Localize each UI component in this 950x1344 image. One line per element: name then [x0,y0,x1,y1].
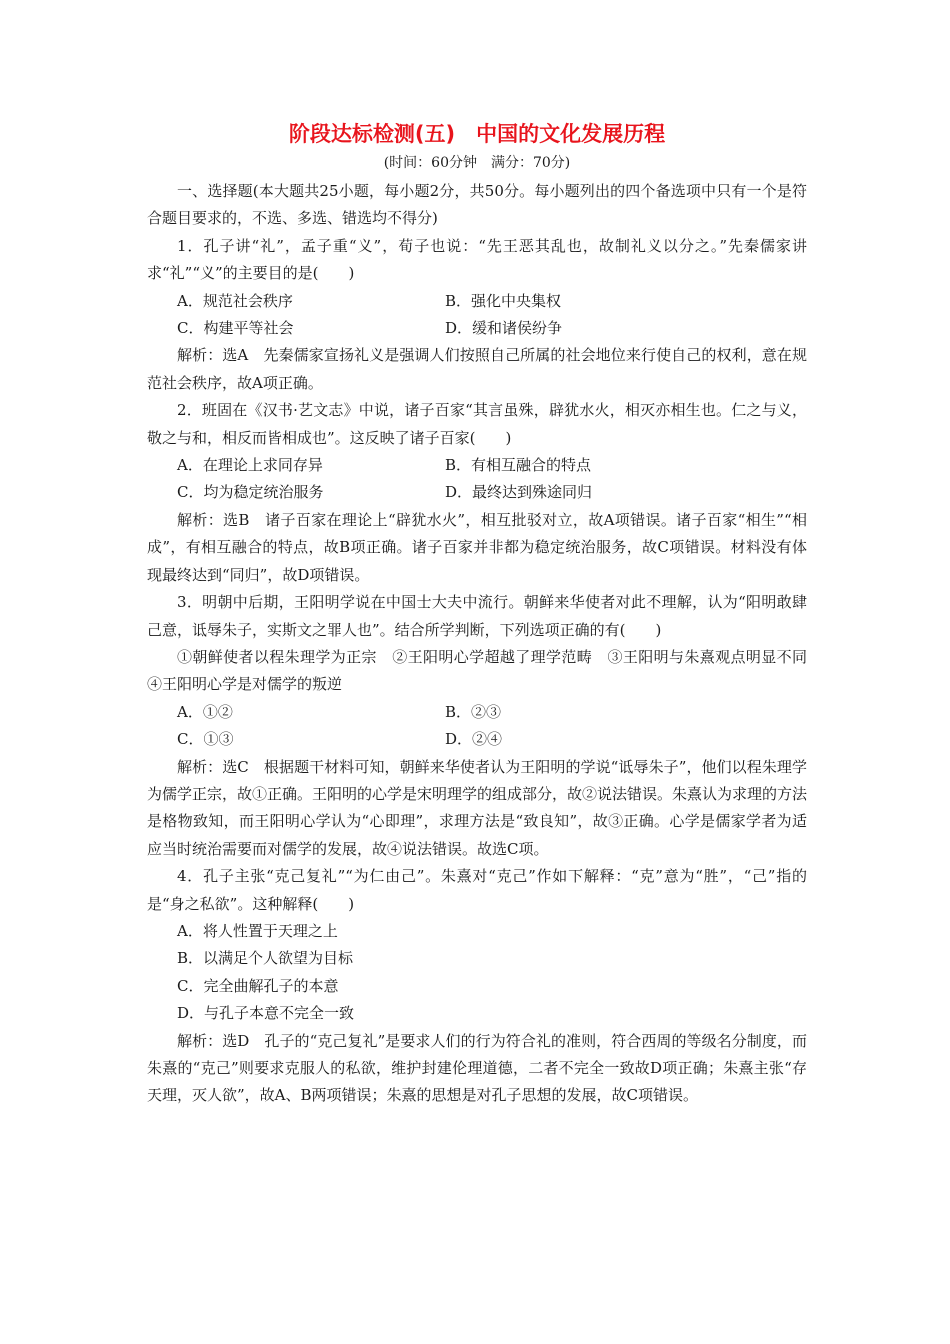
option-c: C．均为稳定统治服务 [177,483,324,502]
option-c: C．完全曲解孔子的本意 [177,976,339,995]
question-2-stem: 2．班固在《汉书·艺文志》中说，诸子百家“其言虽殊，辟犹水火，相灭亦相生也。仁之与义，敬之与和，相反而皆相成也”。这反映了诸子百家( ) [147,401,807,447]
option-b: B．有相互融合的特点 [445,456,592,475]
option-c: C．①③ [177,730,234,749]
option-a: A．①② [177,702,233,721]
option-d: D．最终达到殊途同归 [445,483,593,502]
document-body [147,118,823,1110]
question-3-options [147,699,807,754]
question-2-options [147,452,807,507]
question-4-options [147,918,807,1028]
option-c: C．构建平等社会 [177,319,294,338]
question-2-analysis: 解析：选B 诸子百家在理论上“辟犹水火”，相互批驳对立，故A项错误。诸子百家“相生”“相成”，有相互融合的特点，故B项正确。诸子百家并非都为稳定统治服务，故C项错误。材料没有体现最终达到“同归”，故D项错误。 [147,510,807,584]
question-3-items: ①朝鲜使者以程朱理学为正宗 ②王阳明心学超越了理学范畴 ③王阳明与朱熹观点明显不同 ④王阳明心学是对儒学的叛逆 [147,647,823,694]
page-title: 阶段达标检测(五) 中国的文化发展历程 [288,122,666,146]
question-3-stem: 3．明朝中后期，王阳明学说在中国士大夫中流行。朝鲜来华使者对此不理解，认为“阳明敢肆己意，诋辱朱子，实斯文之罪人也”。结合所学判断，下列选项正确的有( ) [147,593,807,639]
section-intro: 一、选择题(本大题共25小题，每小题2分，共50分。每小题列出的四个备选项中只有一个是符合题目要求的，不选、多选、错选均不得分) [147,182,807,228]
option-b: B．以满足个人欲望为目标 [177,949,354,968]
page-subtitle: (时间：60分钟 满分：70分) [383,155,571,171]
option-b: B．②③ [445,702,502,721]
question-1-analysis: 解析：选A 先秦儒家宣扬礼义是强调人们按照自己所属的社会地位来行使自己的权利，意在规范社会秩序，故A项正确。 [147,346,807,392]
option-d: D．与孔子本意不完全一致 [177,1004,355,1023]
option-a: A．规范社会秩序 [177,291,293,310]
question-4-stem: 4．孔子主张“克己复礼”“为仁由己”。朱熹对“克己”作如下解释：“克”意为“胜”，“己”指的是“身之私欲”。这种解释( ) [147,867,807,913]
option-b: B．强化中央集权 [445,291,562,310]
option-d: D．②④ [445,730,503,749]
question-1-options [147,288,807,343]
option-a: A．在理论上求同存异 [177,456,323,475]
question-1-stem: 1．孔子讲“礼”，孟子重“义”，荀子也说：“先王恶其乱也，故制礼义以分之。”先秦儒家讲求“礼”“义”的主要目的是( ) [147,236,807,283]
question-3-analysis: 解析：选C 根据题干材料可知，朝鲜来华使者认为王阳明的学说“诋辱朱子”，他们以程朱理学为儒学正宗，故①正确。王阳明的心学是宋明理学的组成部分，故②说法错误。朱熹认为求理的方法是格物致知，而王阳明心学认为“心即理”，求理方法是“致良知”，故③正确。心学是儒家学者为适应当时统治需要而对儒学的发展，故④说法错误。故选C项。 [147,757,808,858]
option-d: D．缓和诸侯纷争 [445,319,563,338]
question-4-analysis: 解析：选D 孔子的“克己复礼”是要求人们的行为符合礼的准则，符合西周的等级名分制度，而朱熹的“克己”则要求克服人的私欲，维护封建伦理道德，二者不完全一致故D项正确；朱熹主张“存天理，灭人欲”，故A、B两项错误；朱熹的思想是对孔子思想的发展，故C项错误。 [147,1031,807,1105]
option-a: A．将人性置于天理之上 [177,921,338,940]
